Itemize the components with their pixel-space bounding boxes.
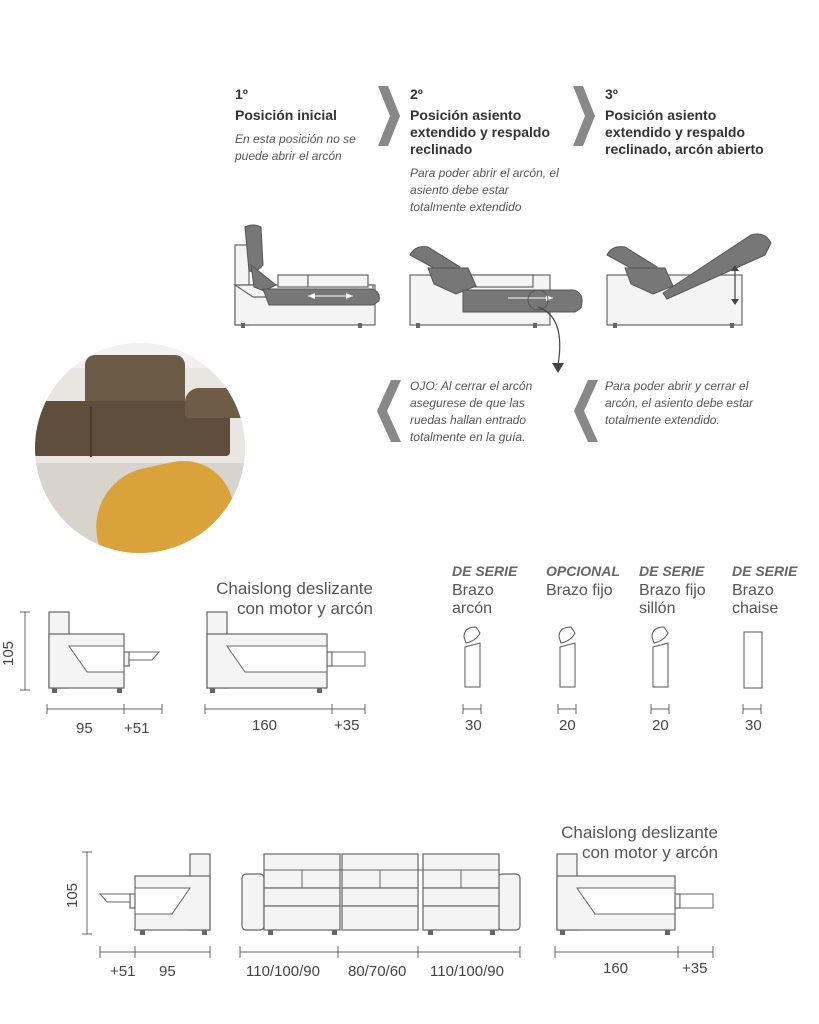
arm-2-name-line1: Brazo fijo bbox=[546, 582, 613, 599]
step-3-number: 3º bbox=[605, 86, 618, 102]
arm-1-width: 30 bbox=[465, 717, 482, 734]
arm-4-name-line1: Brazo bbox=[732, 582, 774, 599]
bottom-dim-6: 160 bbox=[603, 960, 629, 977]
chaislong-title-bottom-line1: Chaislong deslizante bbox=[561, 823, 718, 842]
step-2-number: 2º bbox=[410, 86, 423, 102]
arm-3-name-line1: Brazo fijo bbox=[639, 582, 706, 599]
pointer-arrow-icon bbox=[530, 305, 570, 375]
chaislong-title-bottom-line2: con motor y arcón bbox=[581, 843, 718, 862]
warning-arrow-right-icon bbox=[572, 380, 600, 442]
step-1-note: En esta posición no se puede abrir el arcón bbox=[235, 132, 356, 163]
arm-2-dim-line bbox=[558, 704, 578, 714]
bottom-chaise-diagram bbox=[555, 852, 720, 937]
bottom-sofa-front-diagram bbox=[240, 852, 525, 937]
arm-1-name-line1: Brazo bbox=[452, 582, 494, 599]
height-line-bottom bbox=[82, 852, 92, 936]
arm-3-diagram bbox=[648, 625, 678, 690]
arm-3-name bbox=[639, 582, 706, 618]
warning-left-text: OJO: Al cerrar el arcón asegurese de que las ruedas hallan entrado totalmente en la guía. bbox=[410, 379, 533, 444]
arm-4-dim-line bbox=[743, 704, 763, 714]
chaislong-title-line1: Chaislong deslizante bbox=[216, 579, 373, 598]
chaise-ext-label: +35 bbox=[334, 717, 360, 734]
bottom-dim-3: 110/100/90 bbox=[246, 963, 320, 980]
chair-dim-line bbox=[47, 704, 167, 714]
step-1-sofa-diagram bbox=[233, 225, 383, 330]
bottom-dim-4: 80/70/60 bbox=[348, 963, 407, 980]
arm-2-width: 20 bbox=[559, 717, 576, 734]
arm-2-diagram bbox=[555, 625, 585, 690]
arm-4-diagram bbox=[742, 630, 766, 692]
step-arrow-2-icon bbox=[573, 86, 597, 146]
arm-2-name bbox=[546, 582, 613, 600]
chaise-dim-line bbox=[205, 704, 370, 714]
step-2-title: Posición asiento extendido y respaldo reclinado bbox=[410, 107, 551, 157]
bottom-dim-5: 110/100/90 bbox=[430, 963, 504, 980]
step-arrow-1-icon bbox=[378, 86, 402, 146]
step-1-number: 1º bbox=[235, 86, 248, 102]
chaise-depth-label: 160 bbox=[252, 717, 278, 734]
arm-1-tag: DE SERIE bbox=[452, 563, 518, 579]
step-3-title: Posición asiento extendido y respaldo reclinado, arcón abierto bbox=[605, 107, 764, 157]
chair-depth-label: 95 bbox=[76, 720, 93, 737]
bottom-dim-1: +51 bbox=[110, 963, 136, 980]
step-3-sofa-diagram bbox=[605, 235, 780, 330]
chaislong-title-line2: con motor y arcón bbox=[236, 599, 373, 618]
step-1-title: Posición inicial bbox=[235, 107, 337, 123]
arm-3-width: 20 bbox=[652, 717, 669, 734]
arm-4-name-line2: chaise bbox=[732, 600, 779, 617]
bottom-dim-2: 95 bbox=[159, 963, 176, 980]
arm-2-tag: OPCIONAL bbox=[546, 563, 620, 579]
warning-arrow-left-icon bbox=[375, 380, 403, 442]
height-label-middle: 105 bbox=[0, 640, 18, 667]
arm-3-tag: DE SERIE bbox=[639, 563, 705, 579]
arm-1-name bbox=[452, 582, 494, 618]
arm-4-name bbox=[732, 582, 778, 618]
arm-3-name-line2: sillón bbox=[639, 600, 676, 617]
height-label-bottom: 105 bbox=[64, 882, 82, 909]
arm-4-width: 30 bbox=[745, 717, 762, 734]
arm-4-tag: DE SERIE bbox=[732, 563, 798, 579]
warning-right-text: Para poder abrir y cerrar el arcón, el asiento debe estar totalmente extendido. bbox=[605, 379, 754, 427]
arm-1-dim-line bbox=[463, 704, 483, 714]
step-2-note: Para poder abrir el arcón, el asiento debe estar totalmente extendido bbox=[410, 166, 559, 214]
arm-3-dim-line bbox=[651, 704, 671, 714]
chair-ext-label: +51 bbox=[124, 720, 150, 737]
height-line-middle bbox=[20, 612, 30, 692]
sofa-photo bbox=[35, 343, 245, 553]
bottom-chair-diagram bbox=[98, 852, 216, 937]
arm-1-name-line2: arcón bbox=[452, 600, 493, 617]
chair-module-diagram bbox=[47, 612, 167, 694]
chaise-module-diagram bbox=[205, 612, 370, 694]
bottom-dim-lines bbox=[98, 946, 718, 958]
bottom-dim-7: +35 bbox=[682, 960, 708, 977]
arm-1-diagram bbox=[460, 625, 490, 690]
